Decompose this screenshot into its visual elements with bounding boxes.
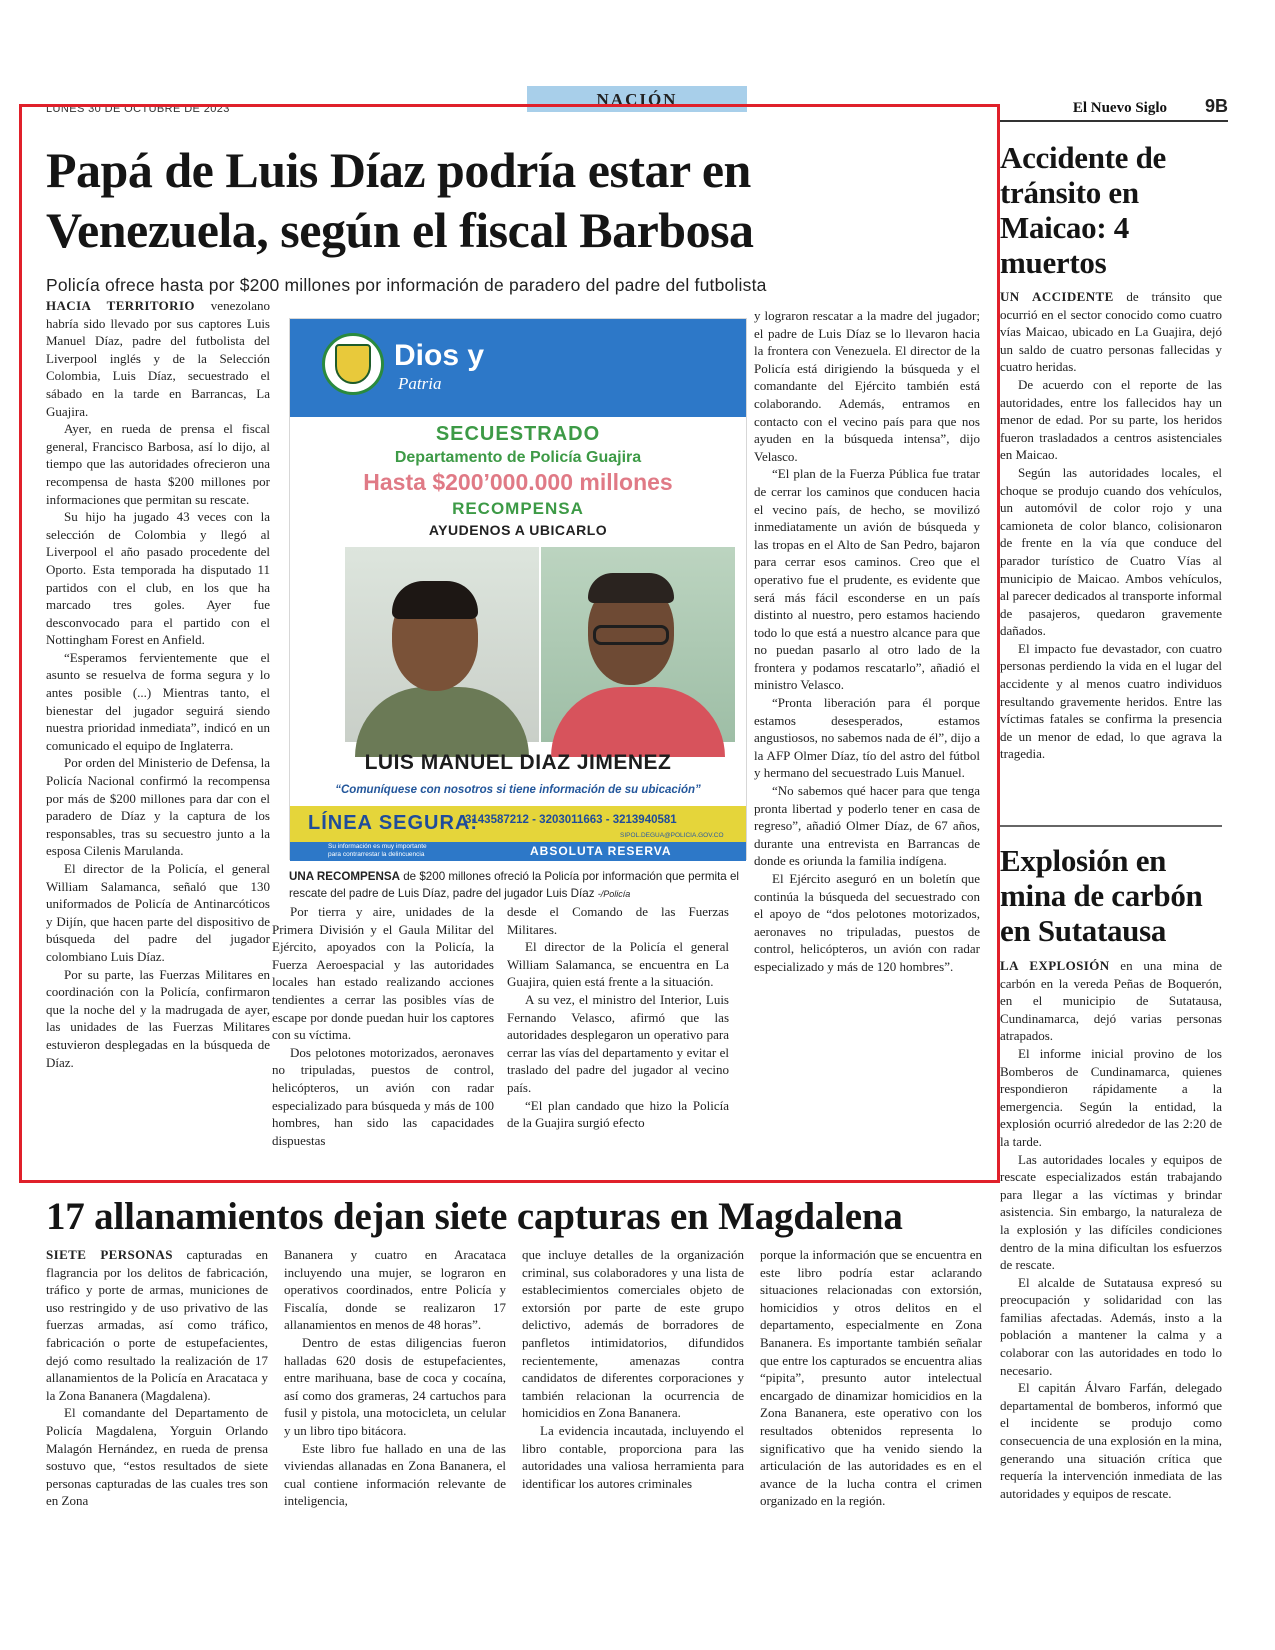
paragraph: desde el Comando de las Fuerzas Militares.: [507, 904, 729, 937]
paragraph: El director de la Policía el general William Salamanca, se encuentra en La Guajira, quien está frente a la situación.: [507, 939, 729, 990]
poster-footer-band: [290, 842, 746, 861]
lead-text: de tránsito que ocurrió en el sector conocido como cuatro vías Maicao, ubicado en La Guajira, dejó un saldo de cuatro personas fallecidas y cuatro heridas.: [1000, 289, 1222, 375]
lead-text: venezolano habría sido llevado por sus captores Luis Manuel Díaz, padre del futbolista del Liverpool inglés y de la Selección Colombia, Luis Díaz, secuestrado el sábado en la tarde en Barrancas, La Guajira.: [46, 298, 270, 419]
paragraph: “El plan de la Fuerza Pública fue tratar de cerrar los caminos que conducen hacia el vecino país, de hecho, se movilizó inmediatamente un avión de búsqueda y las tropas en el Alto de San Pedro, bajaron para cerrar esos caminos. Creo que el operativo fue el prudente, es evidente que será más fácil esconderse en un país distinto al nuestro, pero estamos haciendo todo lo que está a nuestro alcance para que no puedan pasarlo al otro lado de la frontera y podamos rescatarlo”, añadió el ministro Velasco.: [754, 466, 980, 693]
police-shield-icon: [322, 333, 384, 395]
paragraph: [1000, 288, 1222, 376]
poster-email: SIPOL.DEGUA@POLICIA.GOV.CO: [620, 832, 724, 839]
main-subhead: Policía ofrece hasta por $200 millones por información de paradero del padre del futbolista: [46, 275, 767, 295]
paragraph: Dentro de estas diligencias fueron halladas 620 dosis de estupefacientes, entre marihuana, base de coca y cocaína, así como dos grameras, 24 cartuchos para fusil y pistola, una motocicleta, un celular y un libro tipo bitácora.: [284, 1334, 506, 1438]
paragraph: Por orden del Ministerio de Defensa, la Policía Nacional confirmó la recompensa por más de $200 millones para dar con el paradero de Díaz y la captura de los responsables, tras su secuestro junto a la esposa Cilenis Marulanda.: [46, 755, 270, 859]
paragraph: El comandante del Departamento de Policía Magdalena, Yorguin Orlando Malagón Hernández, en rueda de prensa sostuvo que, “estos resultados de siete personas capturadas de las cuales tres son en Zona: [46, 1405, 268, 1509]
victim-photo-right: [541, 547, 735, 742]
paragraph: Por su parte, las Fuerzas Militares en coordinación con la Policía, confirmaron que la noche del y la madrugada de ayer, las unidades de las Fuerzas Militares estuvieron desplegadas en la búsqueda de Díaz.: [46, 966, 270, 1070]
reward-poster: [289, 318, 747, 860]
poster-contact-note: “Comuníquese con nosotros si tiene información de su ubicación”: [335, 784, 701, 796]
caption-text: de $200 millones ofreció la Policía por información que permita el rescate del padre de Luis Díaz, padre del jugador Luis Díaz: [289, 870, 739, 900]
paragraph: Este libro fue hallado en una de las viviendas allanadas en Zona Bananera, el cual contiene información relevante de inteligencia,: [284, 1440, 506, 1509]
photo-credit: -/Policía: [597, 889, 631, 899]
paragraph: De acuerdo con el reporte de las autoridades, entre los fallecidos hay un menor de edad. Por su parte, los heridos fueron trasladados a centros asistenciales en Maicao.: [1000, 376, 1222, 463]
poster-slogan: Dios y: [394, 339, 485, 372]
main-column-1: [46, 297, 270, 1123]
main-column-3: [507, 903, 729, 1131]
poster-header-band: [290, 319, 746, 417]
side-column-explosion: [1000, 957, 1222, 1537]
second-column-4: [760, 1246, 982, 1536]
poster-reward: RECOMPENSA: [452, 499, 584, 518]
poster-help: AYUDENOS A UBICARLO: [428, 522, 608, 538]
side-headline-accidente: Accidente de tránsito en Maicao: 4 muertos: [1000, 140, 1166, 280]
paragraph: Por tierra y aire, unidades de la Primera División y el Gaula Militar del Ejército, apoyados con la Policía, la Fuerza Aeroespacial y las autoridades locales han estado realizando acciones tendientes a cerrar las posibles vías de escape por donde puedan huir los captores con su víctima.: [272, 904, 494, 1043]
lead-word: HACIA TERRITORIO: [46, 298, 195, 313]
side-separator: [1000, 825, 1222, 827]
paragraph: El alcalde de Sutatausa expresó su preocupación y solidaridad con las familias afectadas. Además, insto a la población a mantener la calma y a colaborar con las autoridades en todo lo necesario.: [1000, 1274, 1222, 1378]
paragraph: Dos pelotones motorizados, aeronaves no tripuladas, puestos de control, helicópteros, un avión con radar especializado para búsqueda y más de 100 hombres, han sido las capacidades dispuestas: [272, 1044, 494, 1148]
poster-info: Su información es muy importante para contrarrestar la delincuencia: [328, 843, 427, 858]
photo-caption: [289, 868, 741, 903]
victim-photo-left: [345, 547, 539, 742]
paragraph: Según las autoridades locales, el choque se produjo cuando dos vehículos, un automóvil de color rojo y una camioneta de color blanco, colisionaron de frente en la vía que conduce del parador turístico de Cuatro Vías al municipio de Maicao. Ambos vehículos, al parecer dedicados al transporte informal de pasajeros, quedaron gravemente dañados.: [1000, 464, 1222, 639]
paragraph: [1000, 957, 1222, 1045]
paragraph: El capitán Álvaro Farfán, delegado departamental de bomberos, informó que el incidente se produjo como consecuencia de una explosión en la mina, generando una situación crítica que requería la intervención inmediata de las autoridades y equipos de rescate.: [1000, 1380, 1222, 1501]
lead-text: en una mina de carbón en la vereda Peñas de Boquerón, en el municipio de Sutatausa, Cundinamarca, dejó varias personas atrapados.: [1000, 958, 1222, 1044]
paragraph: El impacto fue devastador, con cuatro personas perdiendo la vida en el lugar del accidente y al menos cuatro individuos resultando gravemente heridos. Entre las víctimas fatales se confirma la presencia de un menor de edad, lo que agrava la tragedia.: [1000, 640, 1222, 762]
lead-text: capturadas en flagrancia por los delitos de fabricación, tráfico y porte de armas, municiones de uso restringido y de uso privativo de las fuerzas armadas, así como tráfico, fabricación o porte de estupefacientes, dejó como resultado la realización de 17 allanamientos de la Policía en Aracataca y la Zona Bananera (Magdalena).: [46, 1247, 269, 1403]
header-rule: [1000, 120, 1228, 122]
poster-department: Departamento de Policía Guajira: [394, 449, 642, 466]
poster-reserva: ABSOLUTA RESERVA: [530, 844, 672, 858]
side-column-accidente: [1000, 288, 1222, 808]
paragraph: porque la información que se encuentra en este libro podría estar aclarando situaciones relacionadas con extorsión, homicidios y otros delitos en el departamento, especialmente en Zona Bananera. Es importante también señalar que entre los capturados se encuentra alias “pipita”, presunto autor intelectual encargado de dinamizar homicidios en la Zona Bananera, este operativo con los resultados obtenidos representa lo significativo que ha venido siendo la articulación de las autoridades es en el avance de la lucha contra el crimen organizado en la región.: [760, 1247, 982, 1509]
second-column-2: [284, 1246, 506, 1536]
newspaper-brand: El Nuevo Siglo: [1072, 100, 1167, 116]
second-column-1: [46, 1246, 268, 1536]
dateline: LUNES 30 DE OCTUBRE DE 2023: [46, 103, 230, 115]
paragraph: “No sabemos qué hacer para que tenga pronta libertad y poderlo tener en casa de regreso”, añadió Olmer Díaz, de 67 años, durante una entrevista en Barrancas de donde es oriunda la familia indígena.: [754, 783, 980, 869]
glasses-icon: [593, 625, 669, 645]
main-headline: Papá de Luis Díaz podría estar en Venezuela, según el fiscal Barbosa: [46, 142, 754, 258]
paragraph: El informe inicial provino de los Bomberos de Cundinamarca, quienes respondieron rápidamente a la emergencia. Según la entidad, la explosión ocurrió alrededor de las 2:20 de la tarde.: [1000, 1045, 1222, 1149]
paragraph: Las autoridades locales y equipos de rescate especializados están trabajando para llegar a las víctimas y brindar asistencia. Sin embargo, la naturaleza de la explosión y las difíciles condiciones dentro de la mina dificultan los esfuerzos de rescate.: [1000, 1151, 1222, 1273]
paragraph: que incluye detalles de la organización criminal, sus colaboradores y una lista de establecimientos comerciales objeto de extorsión por parte de este grupo delictivo, además de borradores de panfletos intimidatorios, difundidos recientemente, amenazas contra candidatos de diferentes corporaciones y también relacionan la ocurrencia de homicidios en Zona Bananera.: [522, 1247, 744, 1421]
paragraph: A su vez, el ministro del Interior, Luis Fernando Velasco, afirmó que las autoridades desplegaron un operativo para cerrar las vías del departamento y evitar el traslado del padre del jugador al vecino país.: [507, 991, 729, 1095]
paragraph: Ayer, en rueda de prensa el fiscal general, Francisco Barbosa, así lo dijo, al tiempo que las autoridades ofrecieron una recompensa de hasta $200 millones por informaciones que permitan su rescate.: [46, 421, 270, 507]
paragraph: Bananera y cuatro en Aracataca incluyendo una mujer, se lograron en operativos coordinados, entre Policía y Fiscalía, donde se realizaron 17 allanamientos en menos de 48 horas”.: [284, 1247, 506, 1333]
lead-word: UN ACCIDENTE: [1000, 289, 1114, 304]
poster-hotline-label: LÍNEA SEGURA:: [308, 812, 479, 834]
paragraph: Su hijo ha jugado 43 veces con la selección de Colombia y llegó al Liverpool el año pasado procedente del Oporto. Esta temporada ha disputado 11 partidos con el club, en los que ha marcado tres goles. Ayer fue desconvocado para el partido con el Nottingham Forest en Anfield.: [46, 509, 270, 648]
poster-victim-name: LUIS MANUEL DIAZ JIMENEZ: [364, 751, 672, 774]
main-column-4: [754, 307, 980, 1123]
paragraph: [46, 1246, 268, 1404]
lead-word: SIETE PERSONAS: [46, 1247, 173, 1262]
paragraph: “Esperamos fervientemente que el asunto se resuelva de forma segura y lo antes posible (...) Mientras tanto, el bienestar del jugador seguirá siendo nuestra prioridad inmediata”, indicó en un comunicado el equipo de Inglaterra.: [46, 649, 270, 753]
poster-hotline-band: [290, 806, 746, 842]
poster-amount: Hasta $200’000.000 millones: [363, 469, 673, 495]
paragraph: y lograron rescatar a la madre del jugador; el padre de Luis Díaz se lo llevaron hacia la frontera con Venezuela. El director de la Policía está dirigiendo la búsqueda y el comandante del Ejército también está colaborando. Además, entramos en contacto con el vecino país para que nos ayuden en la búsqueda intensa”, dijo Velasco.: [754, 308, 980, 464]
main-column-2: [272, 903, 494, 1148]
poster-secuestrado: SECUESTRADO: [435, 423, 601, 445]
paragraph: La evidencia incautada, incluyendo el libro contable, proporciona para las autoridades una valiosa herramienta para identificar los autores criminales: [522, 1422, 744, 1491]
poster-phone-numbers: 3143587212 - 3203011663 - 3213940581: [465, 814, 677, 826]
paragraph: [46, 297, 270, 420]
lead-word: LA EXPLOSIÓN: [1000, 958, 1110, 973]
second-headline: 17 allanamientos dejan siete capturas en Magdalena: [46, 1195, 903, 1238]
second-column-3: [522, 1246, 744, 1536]
paragraph: El director de la Policía, el general William Salamanca, señaló que 130 uniformados de Policía de Antinarcóticos y Dijín, que hacen parte del dispositivo de búsqueda del padre del jugador colombiano Luis Díaz.: [46, 861, 270, 964]
page-number: 9B: [1205, 96, 1229, 116]
paragraph: “El plan candado que hizo la Policía de la Guajira surgió efecto: [507, 1097, 729, 1131]
paragraph: “Pronta liberación para él porque estamos desesperados, estamos angustiosos, no sabemos nada de él”, dijo a la AFP Olmer Díaz, tío del astro del fútbol y hermano del secuestrado Luis Manuel.: [754, 695, 980, 781]
poster-slogan-2: Patria: [398, 374, 442, 393]
caption-lead: UNA RECOMPENSA: [289, 870, 401, 883]
section-tab: NACIÓN: [527, 86, 747, 112]
side-headline-explosion: Explosión en mina de carbón en Sutatausa: [1000, 843, 1203, 948]
paragraph: El Ejército aseguró en un boletín que continúa la búsqueda del secuestrado con el apoyo de “dos pelotones motorizados, aeronaves no tripuladas, puestos de control, helicópteros, un avión con radar especializado y más de 120 hombres”.: [754, 871, 980, 974]
